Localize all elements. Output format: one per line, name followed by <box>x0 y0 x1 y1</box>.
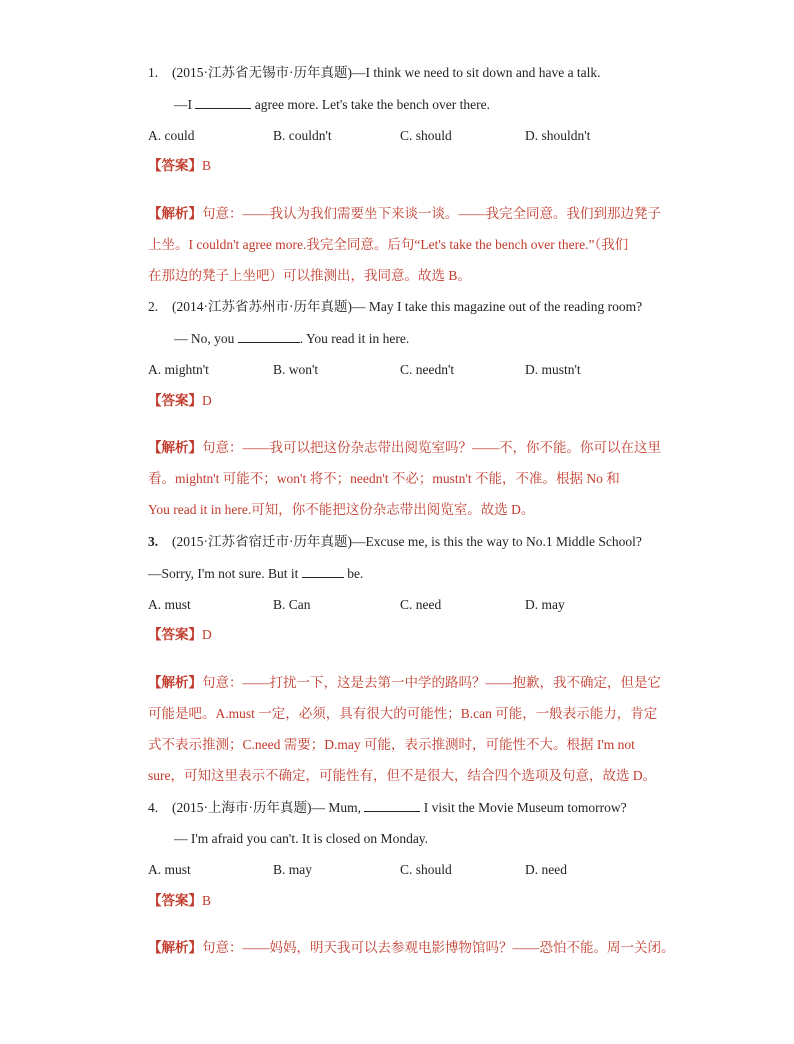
question-number: 3. <box>148 534 159 549</box>
option-a: A. mightn't <box>148 362 209 377</box>
option-d: D. need <box>525 862 567 877</box>
analysis-text: 句意：——打扰一下，这是去第一中学的路吗？——抱歉，我不确定，但是它 <box>202 675 661 690</box>
analysis-line <box>148 438 661 458</box>
answer-blank <box>195 94 251 109</box>
option-d: D. mustn't <box>525 362 581 377</box>
option-b: B. may <box>273 862 312 877</box>
question-source: (2015·江苏省宿迁市·历年真题) <box>172 534 352 549</box>
question-number: 2. <box>148 299 159 314</box>
analysis-tag: 【解析】 <box>148 940 202 955</box>
answer-tag: 【答案】 <box>148 393 202 408</box>
answer-line <box>148 156 211 176</box>
question-source: (2015·江苏省无锡市·历年真题) <box>172 65 352 80</box>
analysis-text: 句意：——我认为我们需要坐下来谈一谈。——我完全同意。我们到那边凳子 <box>202 206 661 221</box>
analysis-line: 看。mightn't 可能不；won't 将不；needn't 不必；mustn't 不能，不准。根据 No 和 <box>148 471 620 486</box>
answer-blank <box>302 563 344 578</box>
option-c: C. needn't <box>400 362 455 377</box>
analysis-line <box>148 673 661 693</box>
option-a: A. must <box>148 862 191 877</box>
question-3-reply <box>148 563 363 584</box>
question-text: I visit the Movie Museum tomorrow? <box>420 800 627 815</box>
analysis-line: You read it in here.可知，你不能把这份杂志带出阅览室。故选 D。 <box>148 502 535 517</box>
answer-line <box>148 391 212 411</box>
analysis-tag: 【解析】 <box>148 675 202 690</box>
analysis-line: 在那边的凳子上坐吧）可以推测出，我同意。故选 B。 <box>148 268 471 283</box>
analysis-line: 上坐。I couldn't agree more.我完全同意。后句“Let's take the bench over there.”（我们 <box>148 237 629 252</box>
option-b: B. Can <box>273 597 311 612</box>
reply-text: — No, you <box>174 331 238 346</box>
question-text: —I think we need to sit down and have a talk. <box>351 65 601 80</box>
answer-tag: 【答案】 <box>148 627 202 642</box>
question-text: — May I take this magazine out of the reading room? <box>351 299 643 314</box>
answer-value: D <box>202 393 212 408</box>
reply-text: . You read it in here. <box>299 331 410 346</box>
reply-text: agree more. Let's take the bench over there. <box>251 97 490 112</box>
analysis-tag: 【解析】 <box>148 440 202 455</box>
option-a: A. could <box>148 128 195 143</box>
question-4-reply: — I'm afraid you can't. It is closed on Monday. <box>174 831 429 846</box>
question-2-stem <box>148 297 642 317</box>
option-a: A. must <box>148 597 191 612</box>
analysis-line: 式不表示推测；C.need 需要；D.may 可能，表示推测时，可能性不大。根据 I'm not <box>148 737 635 752</box>
option-c: C. should <box>400 128 452 143</box>
question-number: 4. <box>148 800 159 815</box>
question-source: (2015·上海市·历年真题) <box>172 800 312 815</box>
question-number: 1. <box>148 65 159 80</box>
answer-value: B <box>202 158 212 173</box>
question-text: —Excuse me, is this the way to No.1 Middle School? <box>351 534 642 549</box>
analysis-text: 句意：——我可以把这份杂志带出阅览室吗？——不，你不能。你可以在这里 <box>202 440 661 455</box>
question-1-reply <box>174 94 490 115</box>
analysis-line: sure，可知这里表示不确定，可能性有，但不是很大，结合四个选项及句意，故选 D。 <box>148 768 657 783</box>
analysis-text: 句意：——妈妈，明天我可以去参观电影博物馆吗？——恐怕不能。周一关闭。 <box>202 940 675 955</box>
question-source: (2014·江苏省苏州市·历年真题) <box>172 299 352 314</box>
answer-line <box>148 625 212 645</box>
answer-value: B <box>202 893 212 908</box>
answer-blank <box>238 328 300 343</box>
question-1-stem <box>148 63 601 83</box>
option-c: C. need <box>400 597 442 612</box>
reply-text: —Sorry, I'm not sure. But it <box>148 566 302 581</box>
option-d: D. shouldn't <box>525 128 591 143</box>
answer-blank <box>364 797 420 812</box>
question-4-stem <box>148 797 627 818</box>
answer-tag: 【答案】 <box>148 893 202 908</box>
reply-text: be. <box>343 566 364 581</box>
option-c: C. should <box>400 862 452 877</box>
question-2-reply <box>174 328 409 349</box>
answer-value: D <box>202 627 212 642</box>
option-b: B. couldn't <box>273 128 332 143</box>
analysis-tag: 【解析】 <box>148 206 202 221</box>
option-b: B. won't <box>273 362 319 377</box>
answer-line <box>148 891 211 911</box>
answer-tag: 【答案】 <box>148 158 202 173</box>
analysis-line <box>148 204 661 224</box>
option-d: D. may <box>525 597 565 612</box>
question-text: — Mum, <box>311 800 365 815</box>
analysis-line: 可能是吧。A.must 一定，必须，具有很大的可能性；B.can 可能，一般表示能力，肯定 <box>148 706 658 721</box>
question-3-stem <box>148 532 642 552</box>
analysis-line <box>148 938 675 958</box>
reply-text: —I <box>174 97 196 112</box>
